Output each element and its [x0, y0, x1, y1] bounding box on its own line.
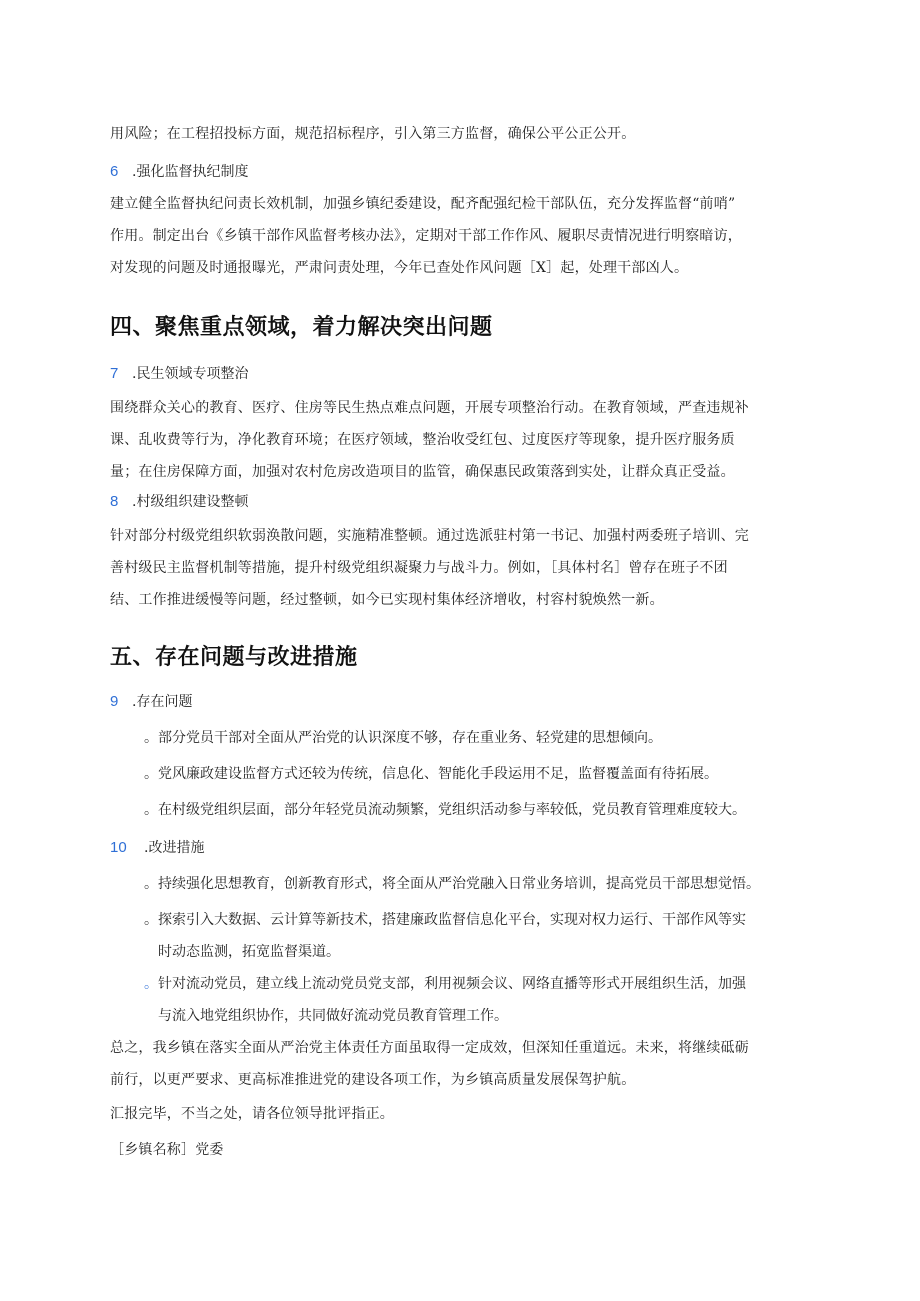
bullet-mark: 。: [144, 802, 158, 818]
list-item-continuation: 时动态监测，拓宽监督渠道。: [158, 944, 340, 960]
paragraph-line: 善村级民主监督机制等措施，提升村级党组织凝聚力与战斗力。例如，［具体村名］曾存在班子不团: [110, 560, 728, 576]
paragraph-8: [110, 520, 810, 616]
paragraph-line: 建立健全监督执纪问责长效机制，加强乡镇纪委建设，配齐配强纪检干部队伍，充分发挥监督“前哨”: [110, 196, 736, 212]
list-item: [144, 968, 824, 1032]
closing-remark: 汇报完毕，不当之处，请各位领导批评指正。: [110, 1106, 394, 1122]
subheading-title: .强化监督执纪制度: [132, 164, 249, 180]
paragraph-line: 围绕群众关心的教育、医疗、住房等民生热点难点问题，开展专项整治行动。在教育领域，严查违规补: [110, 400, 749, 416]
section-number: 6: [110, 163, 119, 180]
section-number: 10: [110, 839, 127, 856]
section-heading-4: 四、聚焦重点领域，着力解决突出问题: [110, 315, 493, 340]
list-item-text: 针对流动党员，建立线上流动党员党支部，利用视频会议、网络直播等形式开展组织生活，加强: [158, 976, 746, 992]
list-item: [144, 794, 824, 826]
paragraph-intro-tail: 用风险；在工程招投标方面，规范招标程序，引入第三方监督，确保公平公正公开。: [110, 126, 636, 142]
section-heading-5: 五、存在问题与改进措施: [110, 645, 358, 670]
subheading-7: [110, 362, 810, 386]
paragraph-line: 作用。制定出台《乡镇干部作风监督考核办法》，定期对干部工作作风、履职尽责情况进行明察暗访，: [110, 228, 742, 244]
subheading-10: [110, 836, 810, 860]
section-number: 8: [110, 493, 119, 510]
list-item-text: 探索引入大数据、云计算等新技术，搭建廉政监督信息化平台，实现对权力运行、干部作风等实: [158, 912, 746, 928]
bullet-mark: 。: [144, 730, 158, 746]
list-item-text: 部分党员干部对全面从严治党的认识深度不够，存在重业务、轻党建的思想倾向。: [158, 730, 662, 746]
paragraph-line: 前行，以更严要求、更高标准推进党的建设各项工作，为乡镇高质量发展保驾护航。: [110, 1072, 636, 1088]
subheading-8: [110, 490, 810, 514]
list-item-text: 持续强化思想教育，创新教育形式，将全面从严治党融入日常业务培训，提高党员干部思想觉悟。: [158, 876, 760, 892]
signature: ［乡镇名称］党委: [110, 1142, 224, 1158]
subheading-9: [110, 690, 810, 714]
list-item-text: 党风廉政建设监督方式还较为传统，信息化、智能化手段运用不足，监督覆盖面有待拓展。: [158, 766, 718, 782]
paragraph-line: 总之，我乡镇在落实全面从严治党主体责任方面虽取得一定成效，但深知任重道远。未来，将继续砥砺: [110, 1040, 749, 1056]
bullet-mark: 。: [144, 876, 158, 892]
paragraph-line: 对发现的问题及时通报曝光，严肃问责处理，今年已查处作风问题［X］起，处理干部凶人。: [110, 260, 689, 276]
list-item: [144, 904, 824, 968]
paragraph-line: 针对部分村级党组织软弱涣散问题，实施精准整顿。通过选派驻村第一书记、加强村两委班子培训、完: [110, 528, 749, 544]
section-number: 9: [110, 693, 119, 710]
list-item: [144, 722, 824, 754]
bullet-mark: 。: [144, 766, 158, 782]
subheading-title: .改进措施: [144, 840, 205, 856]
list-item: [144, 758, 824, 790]
paragraph-7: [110, 392, 810, 488]
subheading-title: .存在问题: [132, 694, 193, 710]
list-item-text: 在村级党组织层面，部分年轻党员流动频繁，党组织活动参与率较低，党员教育管理难度较大。: [158, 802, 746, 818]
paragraph-line: 量；在住房保障方面，加强对农村危房改造项目的监管，确保惠民政策落到实处，让群众真正受益。: [110, 464, 735, 480]
subheading-title: .民生领域专项整治: [132, 366, 249, 382]
subheading-title: .村级组织建设整顿: [132, 494, 249, 510]
bullet-mark: 。: [144, 976, 158, 992]
list-item: [144, 868, 824, 900]
bullet-mark: 。: [144, 912, 158, 928]
paragraph-conclusion: [110, 1032, 810, 1096]
paragraph-6: [110, 188, 810, 284]
subheading-6: [110, 160, 810, 184]
paragraph-line: 结、工作推进缓慢等问题，经过整顿，如今已实现村集体经济增收，村容村貌焕然一新。: [110, 592, 664, 608]
section-number: 7: [110, 365, 119, 382]
paragraph-line: 课、乱收费等行为，净化教育环境；在医疗领域，整治收受红包、过度医疗等现象，提升医疗服务质: [110, 432, 735, 448]
list-item-continuation: 与流入地党组织协作，共同做好流动党员教育管理工作。: [158, 1008, 508, 1024]
